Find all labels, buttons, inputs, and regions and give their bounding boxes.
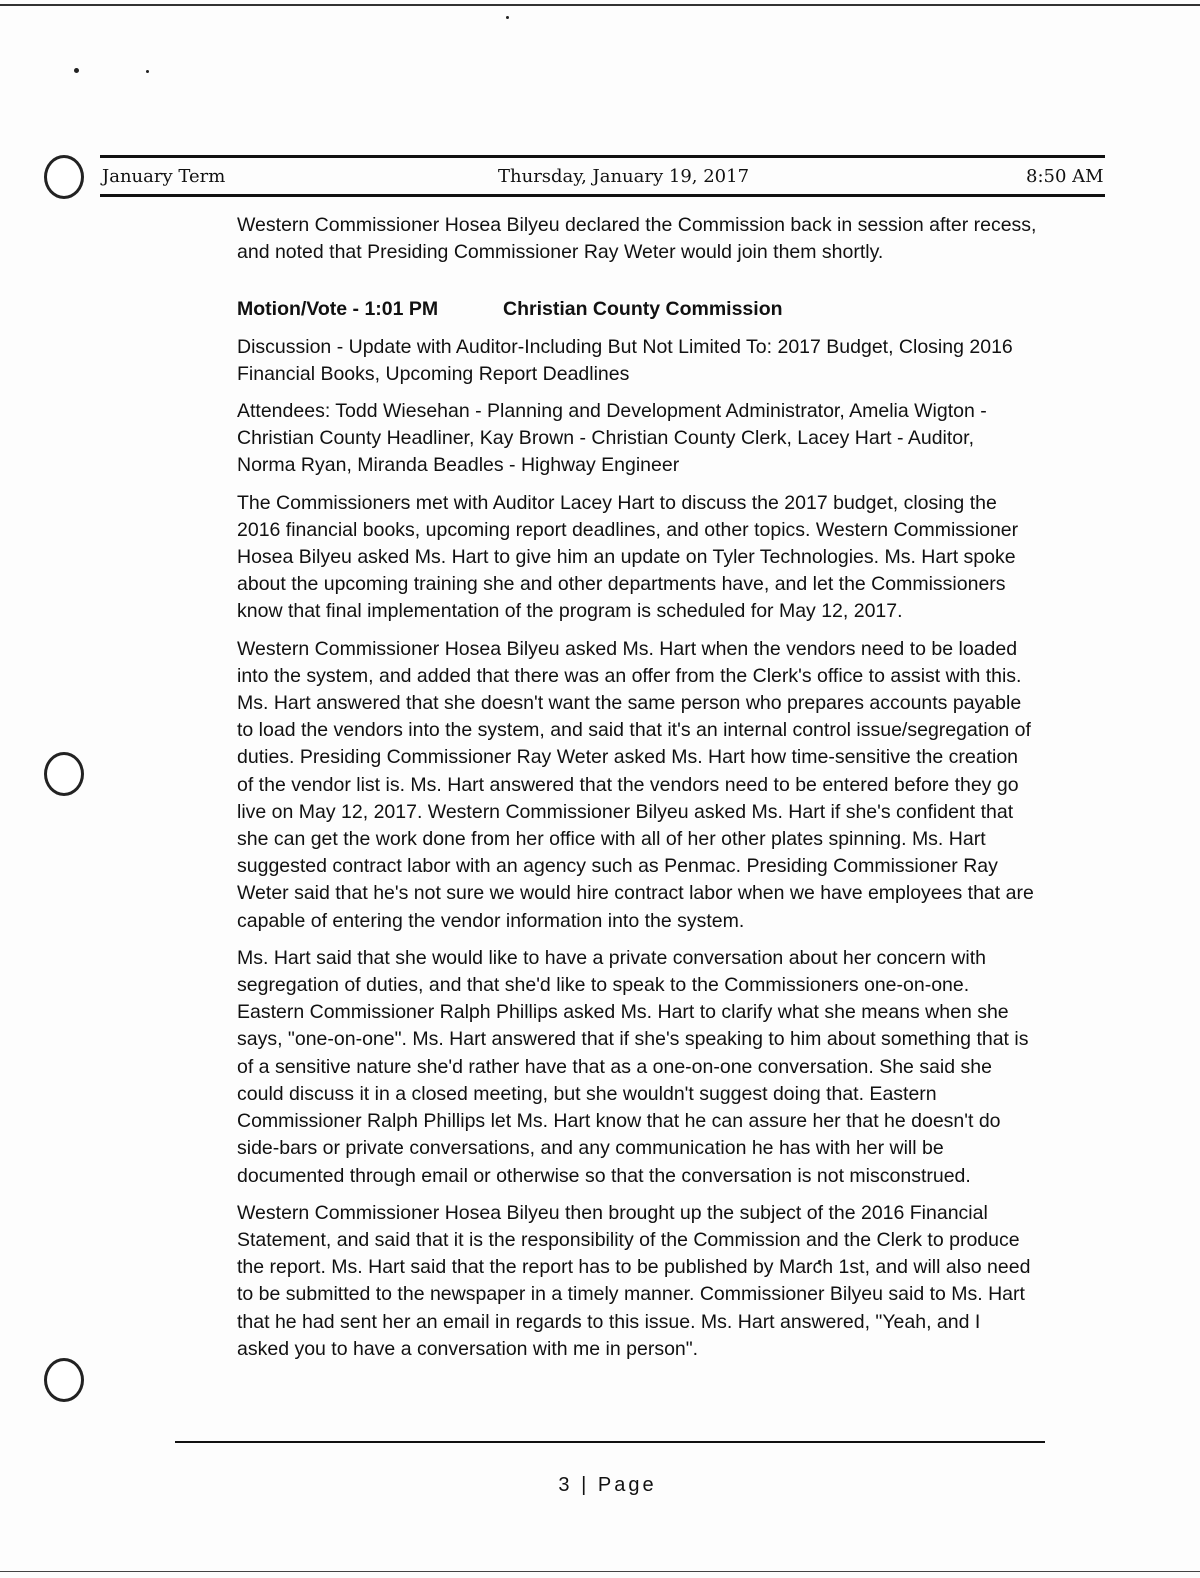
header-date: Thursday, January 19, 2017: [498, 166, 750, 187]
intro-paragraph: Western Commissioner Hosea Bilyeu declared the Commission back in session after recess, and noted that Presiding Commissioner Ray Weter would join them shortly.: [237, 214, 1037, 264]
punch-hole-middle: [44, 752, 84, 796]
motion-body: Christian County Commission: [503, 298, 783, 321]
header-time: 8:50 AM: [1026, 166, 1104, 187]
motion-block: [237, 296, 1037, 479]
scan-edge-bottom: [0, 1571, 1200, 1572]
scan-speck: [506, 16, 509, 19]
discussion-line: Discussion - Update with Auditor-Including But Not Limited To: 2017 Budget, Closing 2016 Financial Books, Upcoming Report Deadlines: [237, 335, 1013, 385]
paragraph-auditor-update: The Commissioners met with Auditor Lacey Hart to discuss the 2017 budget, closing the 2016 financial books, upcoming report deadlines, and other topics. Western Commissioner Hosea Bilyeu asked Ms. Hart to give him an update on Tyler Technologies. Ms. Hart spoke about the upcoming training she and other departments have, and let the Commissioners know that final implementation of the program is scheduled for May 12, 2017.: [237, 491, 1019, 623]
paragraph-vendors: Western Commissioner Hosea Bilyeu asked Ms. Hart when the vendors need to be loaded into the system, and added that there was an offer from the Clerk's office to assist with this. Ms. Hart answered that she doesn't want the same person who prepares accounts payable to load the vendors into the system, and said that it's an internal control issue/segregation of duties. Presiding Commissioner Ray Weter asked Ms. Hart how time-sensitive the creation of the vendor list is. Ms. Hart answered that the vendors need to be entered before they go live on May 12, 2017. Western Commissioner Bilyeu asked Ms. Hart if she's confident that she can get the work done from her office with all of her other plates spinning. Ms. Hart suggested contract labor with an agency such as Penmac. Presiding Commissioner Ray Weter said that he's not sure we would hire contract labor when we have employees that are capable of entering the vendor information into the system.: [237, 637, 1034, 932]
scan-speck: [74, 68, 79, 73]
motion-label: Motion/Vote - 1:01 PM: [237, 298, 439, 321]
paragraph-segregation: Ms. Hart said that she would like to have a private conversation about her concern with segregation of duties, and that she'd like to speak to the Commissioners one-on-one. Eastern Commissioner Ralph Phillips asked Ms. Hart to clarify what she means when she says, "one-on-one". Ms. Hart answered that if she's speaking to him about something that is of a sensitive nature she'd rather have that as a one-on-one conversation. She said she could discuss it in a closed meeting, but she wouldn't suggest doing that. Eastern Commissioner Ralph Phillips let Ms. Hart know that he can assure her that he doesn't do side-bars or private conversations, and any communication he has with her will be documented through email or otherwise so that the conversation is not misconstrued.: [237, 946, 1029, 1187]
footer-rule: [175, 1441, 1045, 1443]
scan-edge-top: [0, 4, 1200, 6]
header-rule-bottom: [100, 194, 1105, 197]
minutes-body: [237, 212, 1037, 1373]
punch-hole-top: [44, 155, 84, 199]
motion-heading: [237, 296, 1037, 323]
page-number: 3 | Page: [558, 1474, 657, 1496]
paragraph-financial-statement: Western Commissioner Hosea Bilyeu then brought up the subject of the 2016 Financial Statement, and said that it is the responsibility of the Commission and the Clerk to produce the report. Ms. Hart said that the report has to be published by March 1st, and will also need to be submitted to the newspaper in a timely manner. Commissioner Bilyeu said to Ms. Hart that he had sent her an email in regards to this issue. Ms. Hart answered, "Yeah, and I asked you to have a conversation with me in person".: [237, 1201, 1031, 1360]
header-term: January Term: [102, 166, 226, 187]
punch-hole-bottom: [44, 1358, 84, 1402]
attendees-line: Attendees: Todd Wiesehan - Planning and Development Administrator, Amelia Wigton - Christian County Headliner, Kay Brown - Christian County Clerk, Lacey Hart - Auditor, Norma Ryan, Miranda Beadles - Highway Engineer: [237, 400, 987, 477]
scan-speck: [146, 70, 149, 73]
header-rule-top: [100, 155, 1105, 158]
